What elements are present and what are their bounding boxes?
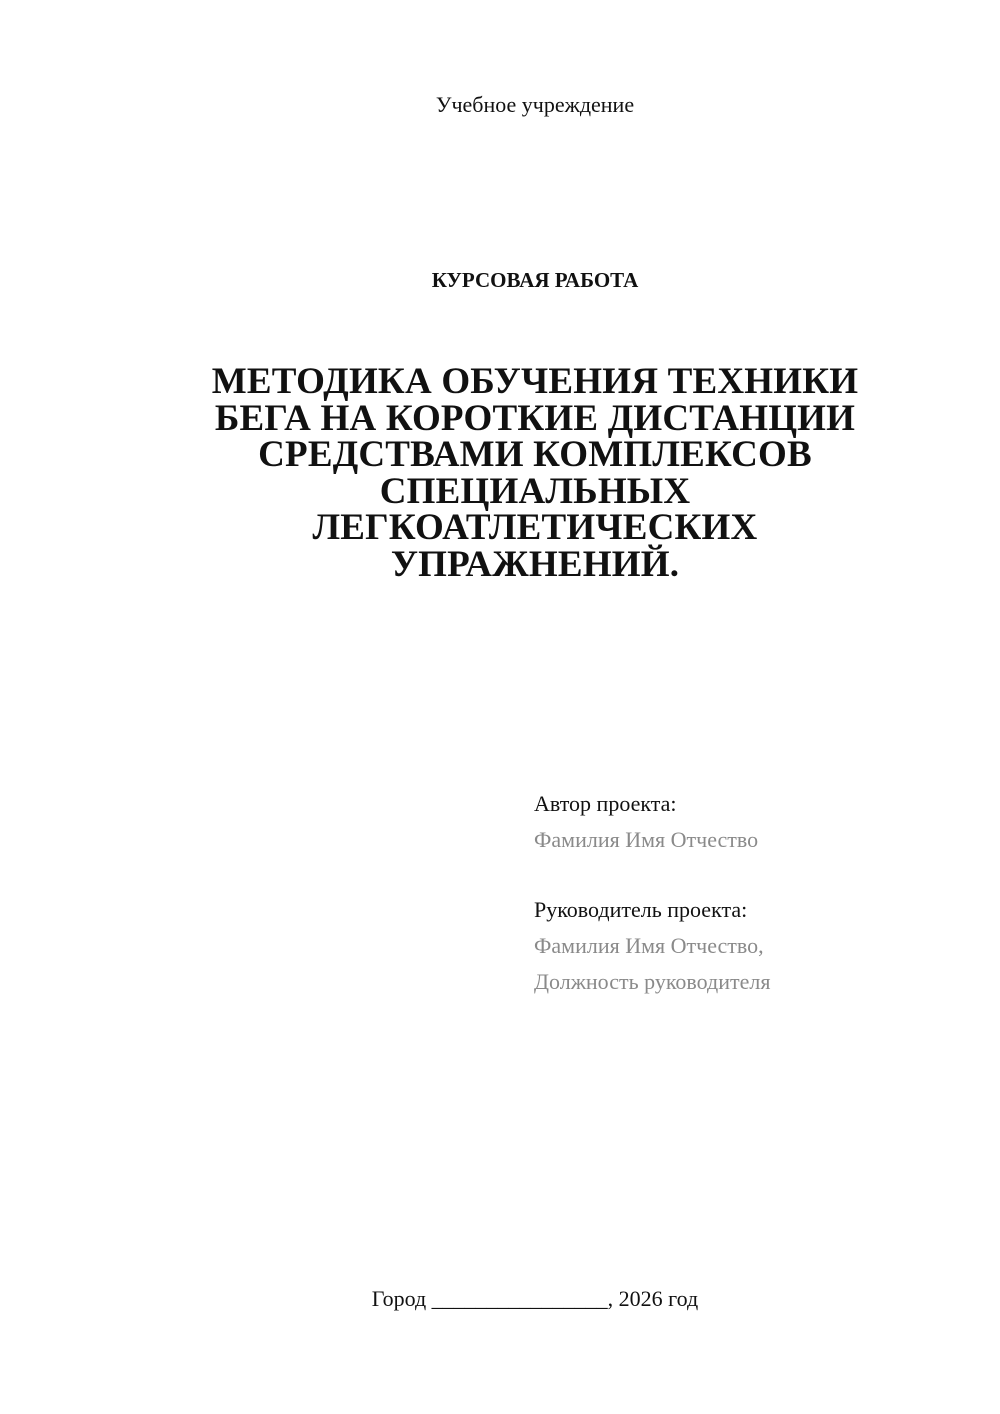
author-label: Автор проекта: — [534, 791, 677, 816]
document-type: КУРСОВАЯ РАБОТА — [431, 268, 639, 292]
title-line: МЕТОДИКА ОБУЧЕНИЯ ТЕХНИКИ — [211, 361, 859, 402]
author-block — [534, 786, 758, 858]
title-line: СРЕДСТВАМИ КОМПЛЕКСОВ — [258, 434, 812, 475]
supervisor-position: Должность руководителя — [534, 969, 771, 994]
institution-name: Учебное учреждение — [435, 92, 635, 117]
title-line: ЛЕГКОАТЛЕТИЧЕСКИХ — [312, 507, 758, 548]
city-year-line: Город ________________, 2026 год — [371, 1286, 699, 1311]
title-line: УПРАЖНЕНИЙ. — [390, 543, 680, 585]
supervisor-block — [534, 892, 770, 1000]
title-line: БЕГА НА КОРОТКИЕ ДИСТАНЦИИ — [214, 397, 856, 439]
author-name: Фамилия Имя Отчество — [534, 827, 759, 852]
supervisor-name: Фамилия Имя Отчество, — [534, 933, 764, 958]
document-title — [180, 361, 890, 585]
supervisor-label: Руководитель проекта: — [534, 897, 748, 922]
title-line: СПЕЦИАЛЬНЫХ — [379, 470, 691, 512]
